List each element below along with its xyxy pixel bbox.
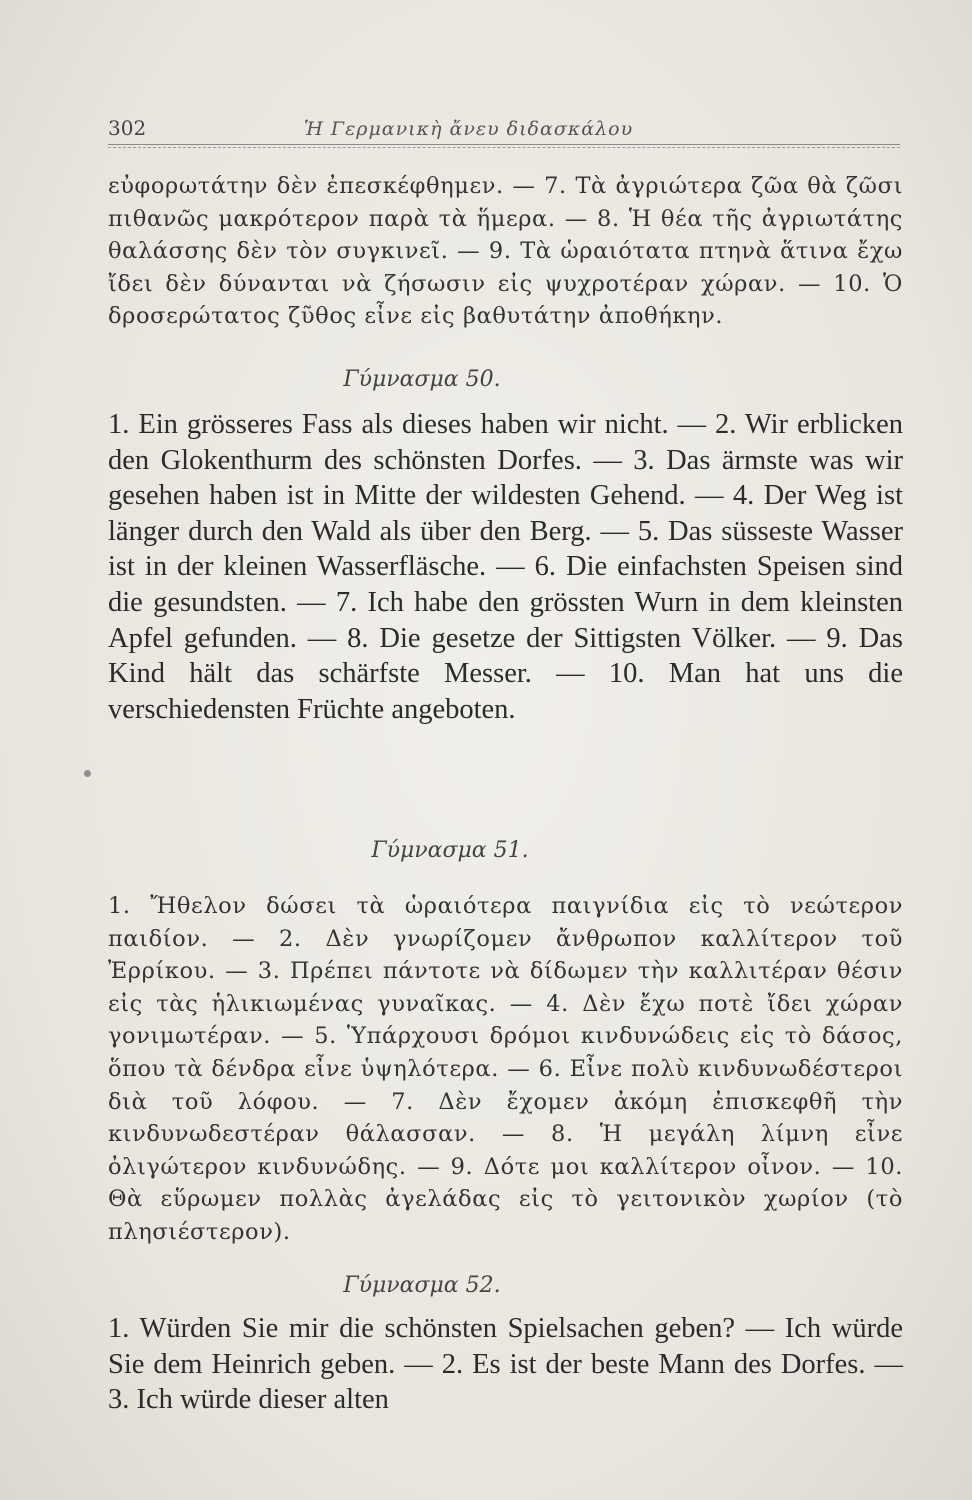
- exercise-52-heading: Γύμνασμα 52.: [343, 1273, 501, 1298]
- header-rule: [108, 144, 900, 145]
- greek-continuation-paragraph: εὐφορωτάτην δὲν ἐπεσκέφθημεν. — 7. Τὰ ἀγριώτερα ζῶα θὰ ζῶσι πιθανῶς μακρότερον παρὰ τὰ ἥμερα. — 8. Ἡ θέα τῆς ἀγριωτάτης θαλάσσης δὲν τὸν συγκινεῖ. — 9. Τὰ ὡραιότατα πτηνὰ ἅτινα ἔχω ἴδει δὲν δύνανται νὰ ζήσωσιν εἰς ψυχροτέραν χώραν. — 10. Ὁ δροσερώτατος ζῦθος εἶνε εἰς βαθυτάτην ἀποθήκην.: [108, 173, 903, 330]
- page-header: [108, 104, 900, 140]
- page-number: 302: [108, 116, 147, 140]
- exercise-51-text: 1. Ἤθελον δώσει τὰ ὡραιότερα παιγνίδια εἰς τὸ νεώτερον παιδίον. — 2. Δὲν γνωρίζομεν ἄνθρωπον καλλίτερον τοῦ Ἐρρίκου. — 3. Πρέπει πάντοτε νὰ δίδωμεν τὴν καλλιτέραν θέσιν εἰς τὰς ἡλικιωμένας γυναῖκας. — 4. Δὲν ἔχω ποτὲ ἴδει χώραν γονιμωτέραν. — 5. Ὑπάρχουσι δρόμοι κινδυνώδεις εἰς τὸ δάσος, ὅπου τὰ δένδρα εἶνε ὑψηλότερα. — 6. Εἶνε πολὺ κινδυνωδέστεροι διὰ τοῦ λόφου. — 7. Δὲν ἔχομεν ἀκόμη ἐπισκεφθῆ τὴν κινδυνωδεστέραν θάλασσαν. — 8. Ἡ μεγάλη λίμνη εἶνε ὀλιγώτερον κινδυνώδης. — 9. Δότε μοι καλλίτερον οἶνον. — 10. Θὰ εὕρωμεν πολλὰς ἀγελάδας εἰς τὸ γειτονικὸν χωρίον (τὸ πλησιέστερον).: [108, 893, 903, 1245]
- exercise-51-heading: Γύμνασμα 51.: [371, 838, 529, 863]
- exercise-52-text: 1. Würden Sie mir die schönsten Spielsachen geben? — Ich würde Sie dem Heinrich geben. — 2. Es ist der beste Mann des Dorfes. — 3. Ich würde dieser alten: [108, 1313, 903, 1416]
- exercise-50-heading: Γύμνασμα 50.: [343, 367, 501, 392]
- margin-dot: [84, 770, 91, 777]
- running-title: Ἡ Γερμανικὴ ἄνευ διδασκάλου: [304, 118, 634, 140]
- exercise-50-text: 1. Ein grösseres Fass als dieses haben wir nicht. — 2. Wir erblicken den Glokenthurm des schönsten Dorfes. — 3. Das ärmste was wir gesehen haben ist in Mitte der wildesten Gehend. — 4. Der Weg ist länger durch den Wald als über den Berg. — 5. Das süsseste Wasser ist in der kleinen Wasserfläsche. — 6. Die einfachsten Speisen sind die gesundsten. — 7. Ich habe den grössten Wurn in dem kleinsten Apfel gefunden. — 8. Die gesetze der Sittigsten Völker. — 9. Das Kind hält das schärfste Messer. — 10. Man hat uns die verschiedensten Früchte angeboten.: [108, 409, 903, 725]
- header-rule-dashed: [108, 147, 900, 148]
